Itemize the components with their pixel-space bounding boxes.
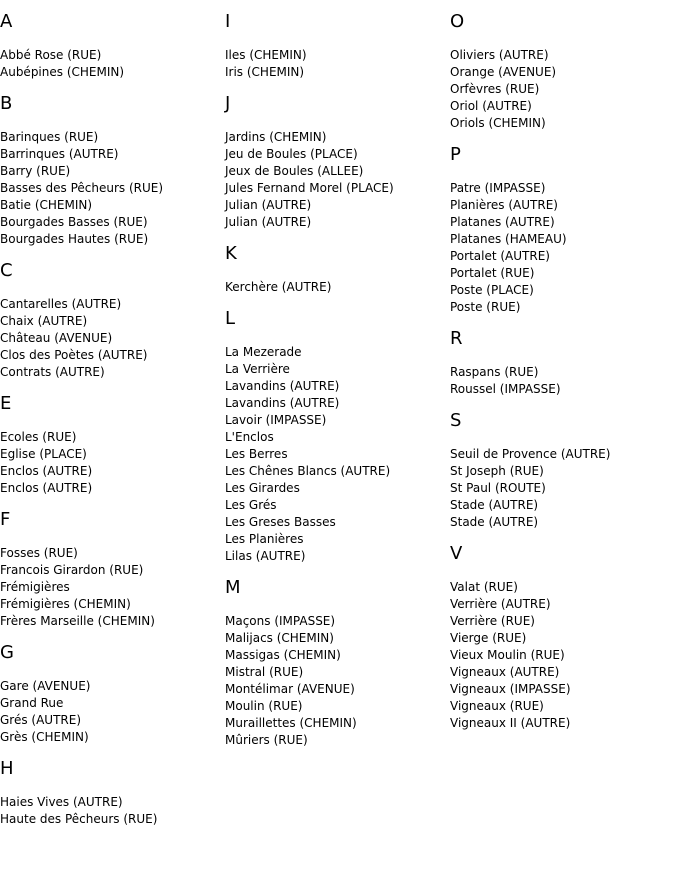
street-list-item — [0, 695, 225, 712]
street-list-item — [450, 596, 675, 613]
street-link[interactable]: Raspans (RUE) — [450, 365, 539, 379]
street-list-item — [0, 729, 225, 746]
street-list-item — [450, 698, 675, 715]
street-list-item — [225, 412, 450, 429]
letter-section — [225, 243, 450, 296]
letter-section — [0, 393, 225, 497]
street-list-item — [0, 429, 225, 446]
street-list-item — [0, 313, 225, 330]
street-list-item — [0, 146, 225, 163]
street-link[interactable]: Julian (AUTRE) — [225, 198, 312, 212]
street-link[interactable]: Massigas (CHEMIN) — [225, 648, 341, 662]
street-link[interactable]: Moulin (RUE) — [225, 699, 303, 713]
street-link[interactable]: Grés (AUTRE) — [0, 713, 82, 727]
section-letter-heading: M — [225, 577, 241, 598]
street-link[interactable]: La Verrière — [225, 362, 290, 376]
street-link[interactable]: Jardins (CHEMIN) — [225, 130, 327, 144]
street-link[interactable]: Portalet (RUE) — [450, 266, 535, 280]
street-link[interactable]: Verrière (AUTRE) — [450, 597, 551, 611]
street-link[interactable]: Iris (CHEMIN) — [225, 65, 305, 79]
street-list-item — [0, 596, 225, 613]
street-index-column-3 — [450, 0, 675, 744]
street-list-item — [0, 579, 225, 596]
street-list-item — [0, 64, 225, 81]
street-list-item — [450, 98, 675, 115]
street-list-item — [225, 630, 450, 647]
street-list-item — [450, 299, 675, 316]
street-link[interactable]: Jules Fernand Morel (PLACE) — [225, 181, 394, 195]
street-link[interactable]: Orange (AVENUE) — [450, 65, 557, 79]
street-list-item — [0, 562, 225, 579]
letter-section — [225, 308, 450, 565]
street-list-item — [450, 381, 675, 398]
street-list-item — [225, 378, 450, 395]
street-list — [0, 129, 225, 248]
street-list-item — [450, 613, 675, 630]
street-link[interactable]: Maçons (IMPASSE) — [225, 614, 336, 628]
street-link[interactable]: Enclos (AUTRE) — [0, 464, 93, 478]
street-link[interactable]: Contrats (AUTRE) — [0, 365, 105, 379]
street-list-item — [450, 480, 675, 497]
letter-section — [0, 758, 225, 828]
street-list-item — [225, 514, 450, 531]
street-link[interactable]: Platanes (HAMEAU) — [450, 232, 567, 246]
street-list-item — [450, 664, 675, 681]
street-link[interactable]: Muraillettes (CHEMIN) — [225, 716, 357, 730]
street-list — [450, 47, 675, 132]
street-link[interactable]: Vigneaux (AUTRE) — [450, 665, 560, 679]
letter-section — [0, 509, 225, 630]
street-list — [450, 446, 675, 531]
street-link[interactable]: Les Planières — [225, 532, 304, 546]
street-list — [450, 579, 675, 732]
street-link[interactable]: Les Greses Basses — [225, 515, 336, 529]
street-link[interactable]: Clos des Poètes (AUTRE) — [0, 348, 148, 362]
street-list-item — [225, 715, 450, 732]
street-list-item — [450, 180, 675, 197]
street-link[interactable]: Montélimar (AVENUE) — [225, 682, 355, 696]
street-link[interactable]: Patre (IMPASSE) — [450, 181, 546, 195]
street-link[interactable]: Mûriers (RUE) — [225, 733, 308, 747]
street-link[interactable]: Seuil de Provence (AUTRE) — [450, 447, 611, 461]
street-link[interactable]: Planières (AUTRE) — [450, 198, 558, 212]
street-list — [0, 429, 225, 497]
street-list-item — [225, 698, 450, 715]
street-link[interactable]: Grès (CHEMIN) — [0, 730, 89, 744]
street-list-item — [450, 514, 675, 531]
street-list-item — [0, 163, 225, 180]
street-link[interactable]: Les Grés — [225, 498, 277, 512]
street-list-item — [225, 497, 450, 514]
street-link[interactable]: Francois Girardon (RUE) — [0, 563, 144, 577]
street-list — [450, 364, 675, 398]
street-link[interactable]: Frères Marseille (CHEMIN) — [0, 614, 155, 628]
street-list-item — [225, 197, 450, 214]
street-link[interactable]: Les Berres — [225, 447, 288, 461]
street-list-item — [225, 647, 450, 664]
street-list-item — [450, 214, 675, 231]
street-list — [225, 613, 450, 749]
street-list-item — [450, 197, 675, 214]
street-list — [225, 47, 450, 81]
letter-section — [0, 642, 225, 746]
street-list-item — [225, 279, 450, 296]
letter-section — [450, 410, 675, 531]
street-list-item — [225, 429, 450, 446]
street-link[interactable]: Oliviers (AUTRE) — [450, 48, 549, 62]
street-list-item — [450, 463, 675, 480]
street-list-item — [0, 231, 225, 248]
section-letter-heading: J — [225, 93, 231, 114]
street-link[interactable]: Valat (RUE) — [450, 580, 518, 594]
street-link[interactable]: Platanes (AUTRE) — [450, 215, 555, 229]
street-link[interactable]: Bourgades Basses (RUE) — [0, 215, 148, 229]
street-link[interactable]: Stade (AUTRE) — [450, 498, 539, 512]
street-list-item — [450, 265, 675, 282]
street-list-item — [0, 180, 225, 197]
section-letter-heading: O — [450, 11, 465, 32]
street-link[interactable]: Ecoles (RUE) — [0, 430, 77, 444]
street-list-item — [0, 347, 225, 364]
section-letter-heading: R — [450, 328, 463, 349]
section-letter-heading: A — [0, 11, 13, 32]
street-list-item — [225, 664, 450, 681]
letter-section — [450, 144, 675, 316]
section-letter-heading: E — [0, 393, 12, 414]
letter-section — [225, 11, 450, 81]
street-link[interactable]: Haute des Pêcheurs (RUE) — [0, 812, 158, 826]
street-link[interactable]: Eglise (PLACE) — [0, 447, 87, 461]
street-link[interactable]: Roussel (IMPASSE) — [450, 382, 561, 396]
section-letter-heading: P — [450, 144, 461, 165]
street-link[interactable]: Kerchère (AUTRE) — [225, 280, 332, 294]
street-list-item — [225, 480, 450, 497]
street-list-item — [225, 214, 450, 231]
section-letter-heading: H — [0, 758, 14, 779]
street-link[interactable]: Lavandins (AUTRE) — [225, 396, 340, 410]
street-list-item — [0, 197, 225, 214]
street-link[interactable]: Les Girardes — [225, 481, 300, 495]
street-link[interactable]: Chaix (AUTRE) — [0, 314, 88, 328]
street-list-item — [450, 282, 675, 299]
street-list-item — [450, 715, 675, 732]
section-letter-heading: L — [225, 308, 236, 329]
section-letter-heading: G — [0, 642, 14, 663]
street-list-item — [225, 64, 450, 81]
street-link[interactable]: Poste (RUE) — [450, 300, 521, 314]
street-list-item — [225, 47, 450, 64]
street-link[interactable]: Barrinques (AUTRE) — [0, 147, 119, 161]
street-link[interactable]: Stade (AUTRE) — [450, 515, 539, 529]
street-list-item — [450, 231, 675, 248]
street-link[interactable]: Grand Rue — [0, 696, 64, 710]
letter-section — [225, 577, 450, 749]
street-list-item — [225, 361, 450, 378]
street-link[interactable]: Iles (CHEMIN) — [225, 48, 307, 62]
street-list-item — [225, 613, 450, 630]
street-link[interactable]: St Paul (ROUTE) — [450, 481, 546, 495]
street-link[interactable]: Château (AVENUE) — [0, 331, 113, 345]
street-link[interactable]: Frémigières — [0, 580, 70, 594]
street-list-item — [450, 579, 675, 596]
street-link[interactable]: Abbé Rose (RUE) — [0, 48, 102, 62]
section-letter-heading: C — [0, 260, 13, 281]
street-list-item — [0, 613, 225, 630]
street-link[interactable]: Bourgades Hautes (RUE) — [0, 232, 149, 246]
street-list-item — [225, 732, 450, 749]
street-link[interactable]: Oriol (AUTRE) — [450, 99, 532, 113]
letter-section — [450, 543, 675, 732]
street-list-item — [225, 163, 450, 180]
street-link[interactable]: Jeux de Boules (ALLEE) — [225, 164, 364, 178]
street-link[interactable]: Aubépines (CHEMIN) — [0, 65, 125, 79]
street-list-item — [0, 446, 225, 463]
street-list-item — [0, 794, 225, 811]
street-list — [0, 794, 225, 828]
street-list-item — [225, 180, 450, 197]
street-link[interactable]: Portalet (AUTRE) — [450, 249, 550, 263]
street-list-item — [450, 681, 675, 698]
street-link[interactable]: Frémigières (CHEMIN) — [0, 597, 131, 611]
street-list-item — [450, 364, 675, 381]
street-list-item — [450, 64, 675, 81]
street-list-item — [0, 364, 225, 381]
street-list-item — [0, 129, 225, 146]
street-list-item — [0, 811, 225, 828]
street-list-item — [0, 463, 225, 480]
street-list-item — [225, 395, 450, 412]
street-list-item — [0, 47, 225, 64]
street-list — [0, 47, 225, 81]
street-link[interactable]: Poste (PLACE) — [450, 283, 534, 297]
street-link[interactable]: Barinques (RUE) — [0, 130, 99, 144]
street-list-item — [0, 480, 225, 497]
street-list — [0, 296, 225, 381]
street-list-item — [225, 344, 450, 361]
street-link[interactable]: Barry (RUE) — [0, 164, 71, 178]
street-list-item — [225, 146, 450, 163]
street-list-item — [450, 497, 675, 514]
section-letter-heading: K — [225, 243, 237, 264]
street-list-item — [450, 47, 675, 64]
street-link[interactable]: Lavoir (IMPASSE) — [225, 413, 327, 427]
street-link[interactable]: Vieux Moulin (RUE) — [450, 648, 565, 662]
street-link[interactable]: Mistral (RUE) — [225, 665, 304, 679]
street-link[interactable]: La Mezerade — [225, 345, 302, 359]
street-list — [0, 678, 225, 746]
street-list — [225, 129, 450, 231]
street-list-item — [0, 296, 225, 313]
street-list-item — [450, 647, 675, 664]
section-letter-heading: B — [0, 93, 13, 114]
street-list-item — [225, 463, 450, 480]
street-list-item — [0, 545, 225, 562]
street-link[interactable]: Vigneaux (RUE) — [450, 699, 544, 713]
section-letter-heading: F — [0, 509, 11, 530]
street-link[interactable]: Gare (AVENUE) — [0, 679, 91, 693]
section-letter-heading: V — [450, 543, 463, 564]
letter-section — [0, 11, 225, 81]
street-link[interactable]: Haies Vives (AUTRE) — [0, 795, 123, 809]
street-link[interactable]: Les Chênes Blancs (AUTRE) — [225, 464, 391, 478]
street-link[interactable]: Lavandins (AUTRE) — [225, 379, 340, 393]
street-link[interactable]: Verrière (RUE) — [450, 614, 535, 628]
street-list — [450, 180, 675, 316]
street-list-item — [0, 330, 225, 347]
street-link[interactable]: Vigneaux (IMPASSE) — [450, 682, 571, 696]
street-link[interactable]: Orfèvres (RUE) — [450, 82, 540, 96]
street-link[interactable]: Oriols (CHEMIN) — [450, 116, 546, 130]
street-list-item — [450, 630, 675, 647]
street-link[interactable]: Basses des Pêcheurs (RUE) — [0, 181, 164, 195]
street-list-item — [450, 81, 675, 98]
street-link[interactable]: Malijacs (CHEMIN) — [225, 631, 334, 645]
street-list-item — [0, 214, 225, 231]
street-list — [225, 279, 450, 296]
street-link[interactable]: Batie (CHEMIN) — [0, 198, 93, 212]
letter-section — [450, 328, 675, 398]
street-list-item — [225, 531, 450, 548]
section-letter-heading: S — [450, 410, 462, 431]
street-link[interactable]: Cantarelles (AUTRE) — [0, 297, 122, 311]
street-link[interactable]: L'Enclos — [225, 430, 274, 444]
street-list-item — [450, 248, 675, 265]
letter-section — [450, 11, 675, 132]
street-list-item — [450, 115, 675, 132]
street-link[interactable]: Fosses (RUE) — [0, 546, 78, 560]
street-list — [225, 344, 450, 565]
street-link[interactable]: Jeu de Boules (PLACE) — [225, 147, 358, 161]
section-letter-heading: I — [225, 11, 231, 32]
street-link[interactable]: St Joseph (RUE) — [450, 464, 544, 478]
street-link[interactable]: Vigneaux II (AUTRE) — [450, 716, 571, 730]
street-index-column-2 — [225, 0, 450, 761]
letter-section — [0, 260, 225, 381]
street-link[interactable]: Julian (AUTRE) — [225, 215, 312, 229]
street-index-column-1 — [0, 0, 225, 840]
street-link[interactable]: Enclos (AUTRE) — [0, 481, 93, 495]
street-list-item — [225, 129, 450, 146]
street-list-item — [450, 446, 675, 463]
street-list — [0, 545, 225, 630]
street-list-item — [0, 712, 225, 729]
street-list-item — [225, 681, 450, 698]
letter-section — [225, 93, 450, 231]
street-list-item — [225, 446, 450, 463]
street-list-item — [0, 678, 225, 695]
street-link[interactable]: Lilas (AUTRE) — [225, 549, 306, 563]
street-link[interactable]: Vierge (RUE) — [450, 631, 527, 645]
letter-section — [0, 93, 225, 248]
street-list-item — [225, 548, 450, 565]
